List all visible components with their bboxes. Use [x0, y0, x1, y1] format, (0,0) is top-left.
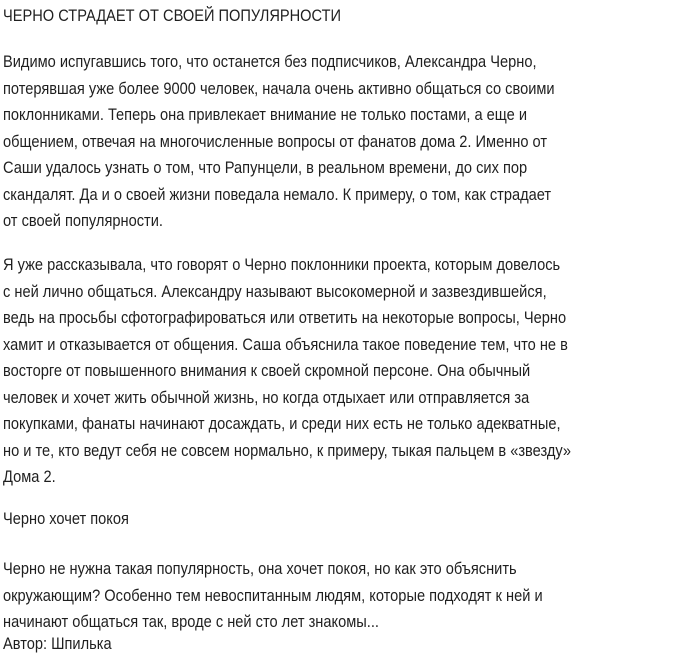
paragraph-line: хамит и отказывается от общения. Саша объяснила такое поведение тем, что не в: [3, 335, 568, 354]
paragraph-line: Я уже рассказывала, что говорят о Черно поклонники проекта, которым довелось: [3, 255, 561, 274]
author-credit: Автор: Шпилька: [3, 634, 112, 653]
paragraph-line: от своей популярности.: [3, 211, 163, 230]
paragraph-line: окружающим? Особенно тем невоспитанным людям, которые подходят к ней и: [3, 586, 543, 605]
paragraph-line: общением, отвечая на многочисленные вопросы от фанатов дома 2. Именно от: [3, 132, 548, 151]
paragraph-line: начинают общаться так, вроде с ней сто лет знакомы...: [3, 612, 379, 631]
paragraph-line: скандалят. Да и о своей жизни поведала немало. К примеру, о том, как страдает: [3, 185, 552, 204]
subheading: Черно хочет покоя: [3, 509, 129, 528]
paragraph-line: Дома 2.: [3, 467, 56, 486]
article-title: ЧЕРНО СТРАДАЕТ ОТ СВОЕЙ ПОПУЛЯРНОСТИ: [3, 6, 342, 25]
paragraph-line: человек и хочет жить обычной жизнь, но когда отдыхает или отправляется за: [3, 388, 530, 407]
paragraph-line: Черно не нужна такая популярность, она хочет покоя, но как это объяснить: [3, 559, 517, 578]
paragraph-line: но и те, кто ведут себя не совсем нормально, к примеру, тыкая пальцем в «звезду»: [3, 441, 571, 460]
paragraph-line: потерявшая уже более 9000 человек, начала очень активно общаться со своими: [3, 79, 555, 98]
paragraph-line: Саши удалось узнать о том, что Рапунцели, в реальном времени, до сих пор: [3, 158, 528, 177]
paragraph-line: восторге от повышенного внимания к своей скромной персоне. Она обычный: [3, 361, 531, 380]
paragraph-line: Видимо испугавшись того, что останется без подписчиков, Александра Черно,: [3, 52, 537, 71]
paragraph-line: с ней лично общаться. Александру называют высокомерной и зазвездившейся,: [3, 282, 547, 301]
paragraph-line: ведь на просьбы сфотографироваться или ответить на некоторые вопросы, Черно: [3, 308, 567, 327]
paragraph-line: поклонниками. Теперь она привлекает внимание не только постами, а еще и: [3, 105, 528, 124]
paragraph-line: покупками, фанаты начинают досаждать, и среди них есть не только адекватные,: [3, 414, 561, 433]
